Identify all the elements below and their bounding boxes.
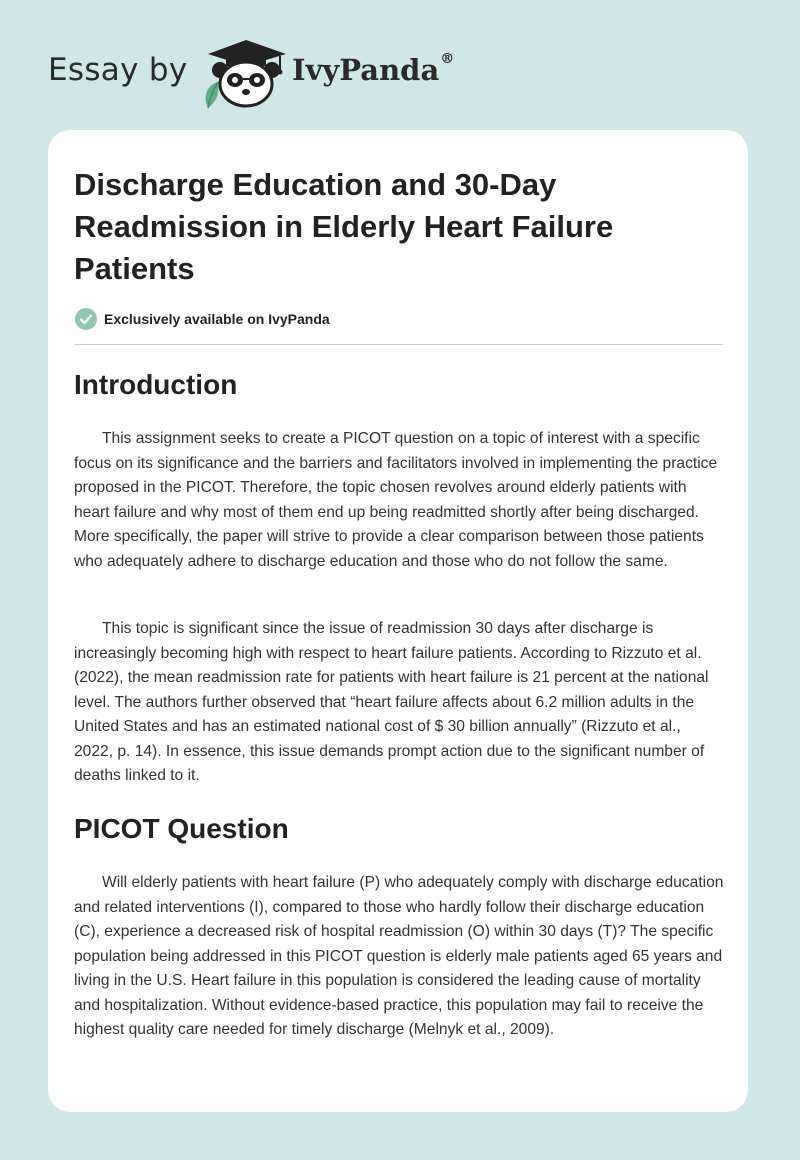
title-divider <box>74 344 723 345</box>
exclusive-badge <box>74 306 330 332</box>
logo-brand-text: IvyPanda <box>292 53 440 87</box>
logo-brand <box>292 53 454 87</box>
article-card <box>48 130 748 1112</box>
exclusive-badge-text: Exclusively available on IvyPanda <box>104 311 330 327</box>
site-header <box>0 0 800 130</box>
check-circle-icon <box>74 307 98 331</box>
introduction-paragraph-2: This topic is significant since the issue of readmission 30 days after discharge is increasingly becoming high with respect to heart failure patients. According to Rizzuto et al. (2022), the mean readmission rate for patients with heart failure is 21 percent at the national level. The authors further observed that “heart failure affects about 6.2 million adults in the United States and has an estimated national cost of $ 30 billion annually” (Rizzuto et al., 2022, p. 14). In essence, this issue demands prompt action due to the significant number of deaths linked to it. <box>74 620 709 784</box>
panda-graduate-icon <box>200 36 288 110</box>
article-title: Discharge Education and 30-Day Readmission in Elderly Heart Failure Patients <box>74 167 614 286</box>
logo-prefix: Essay by <box>48 52 188 88</box>
section-heading-picot-question: PICOT Question <box>74 813 289 844</box>
registered-mark: ® <box>440 51 455 67</box>
section-heading-introduction: Introduction <box>74 369 238 400</box>
introduction-paragraph-1: This assignment seeks to create a PICOT question on a topic of interest with a specific focus on its significance and the barriers and facilitators involved in implementing the practice proposed in the PICOT. Therefore, the topic chosen revolves around elderly patients with heart failure and why most of them end up being readmitted shortly after being discharged. More specifically, the paper will strive to provide a clear comparison between those patients who adequately adhere to discharge education and those who do not follow the same. <box>74 430 718 570</box>
picot-paragraph-1: Will elderly patients with heart failure (P) who adequately comply with discharge education and related interventions (I), compared to those who hardly follow their discharge education (C), experience a decreased risk of hospital readmission (O) within 30 days (T)? The specific population being addressed in this PICOT question is elderly male patients aged 65 years and living in the U.S. Heart failure in this population is considered the leading cause of mortality and hospitalization. Without evidence-based practice, this population may fail to receive the highest quality care needed for timely discharge (Melnyk et al., 2009). <box>74 874 724 1038</box>
